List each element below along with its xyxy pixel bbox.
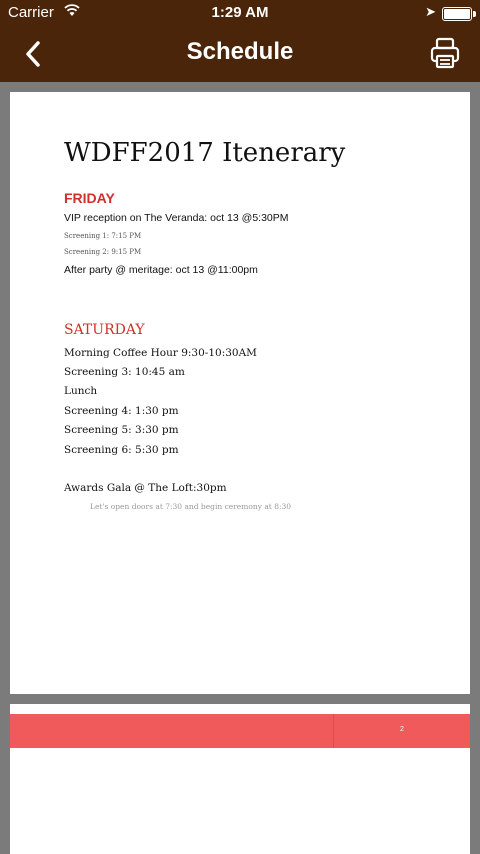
friday-line-vip: VIP reception on The Veranda: oct 13 @5:30PM <box>64 212 289 224</box>
saturday-line-coffee: Morning Coffee Hour 9:30-10:30AM <box>64 347 257 359</box>
saturday-heading: SATURDAY <box>64 322 145 338</box>
status-bar <box>0 0 480 26</box>
friday-line-after-party: After party @ meritage: oct 13 @11:00pm <box>64 264 258 276</box>
saturday-line-screening-6: Screening 6: 5:30 pm <box>64 444 179 456</box>
printer-icon <box>430 36 460 70</box>
document-page-1[interactable] <box>10 92 470 694</box>
friday-line-screening-1: Screening 1: 7:15 PM <box>64 232 142 240</box>
battery-icon <box>442 7 472 21</box>
saturday-line-awards-gala: Awards Gala @ The Loft:30pm <box>64 482 227 494</box>
document-page-2[interactable] <box>10 704 470 854</box>
saturday-line-screening-5: Screening 5: 3:30 pm <box>64 424 179 436</box>
friday-line-screening-2: Screening 2: 9:15 PM <box>64 248 142 256</box>
nav-bar <box>0 26 480 82</box>
print-button[interactable] <box>430 36 460 70</box>
page-header-bar <box>10 714 470 748</box>
saturday-line-screening-3: Screening 3: 10:45 am <box>64 366 185 378</box>
page-title: Schedule <box>186 38 294 65</box>
page-number: 2 <box>400 726 404 733</box>
document-title: WDFF2017 Itenerary <box>64 138 346 168</box>
saturday-line-screening-4: Screening 4: 1:30 pm <box>64 405 179 417</box>
carrier-label: Carrier <box>8 4 54 21</box>
location-arrow-icon: ➤ <box>425 4 436 19</box>
saturday-line-lunch: Lunch <box>64 385 98 397</box>
clock: 1:29 AM <box>211 4 269 21</box>
friday-heading: FRIDAY <box>64 190 115 206</box>
awards-gala-note: Let's open doors at 7:30 and begin ceremony at 8:30 <box>90 502 292 511</box>
